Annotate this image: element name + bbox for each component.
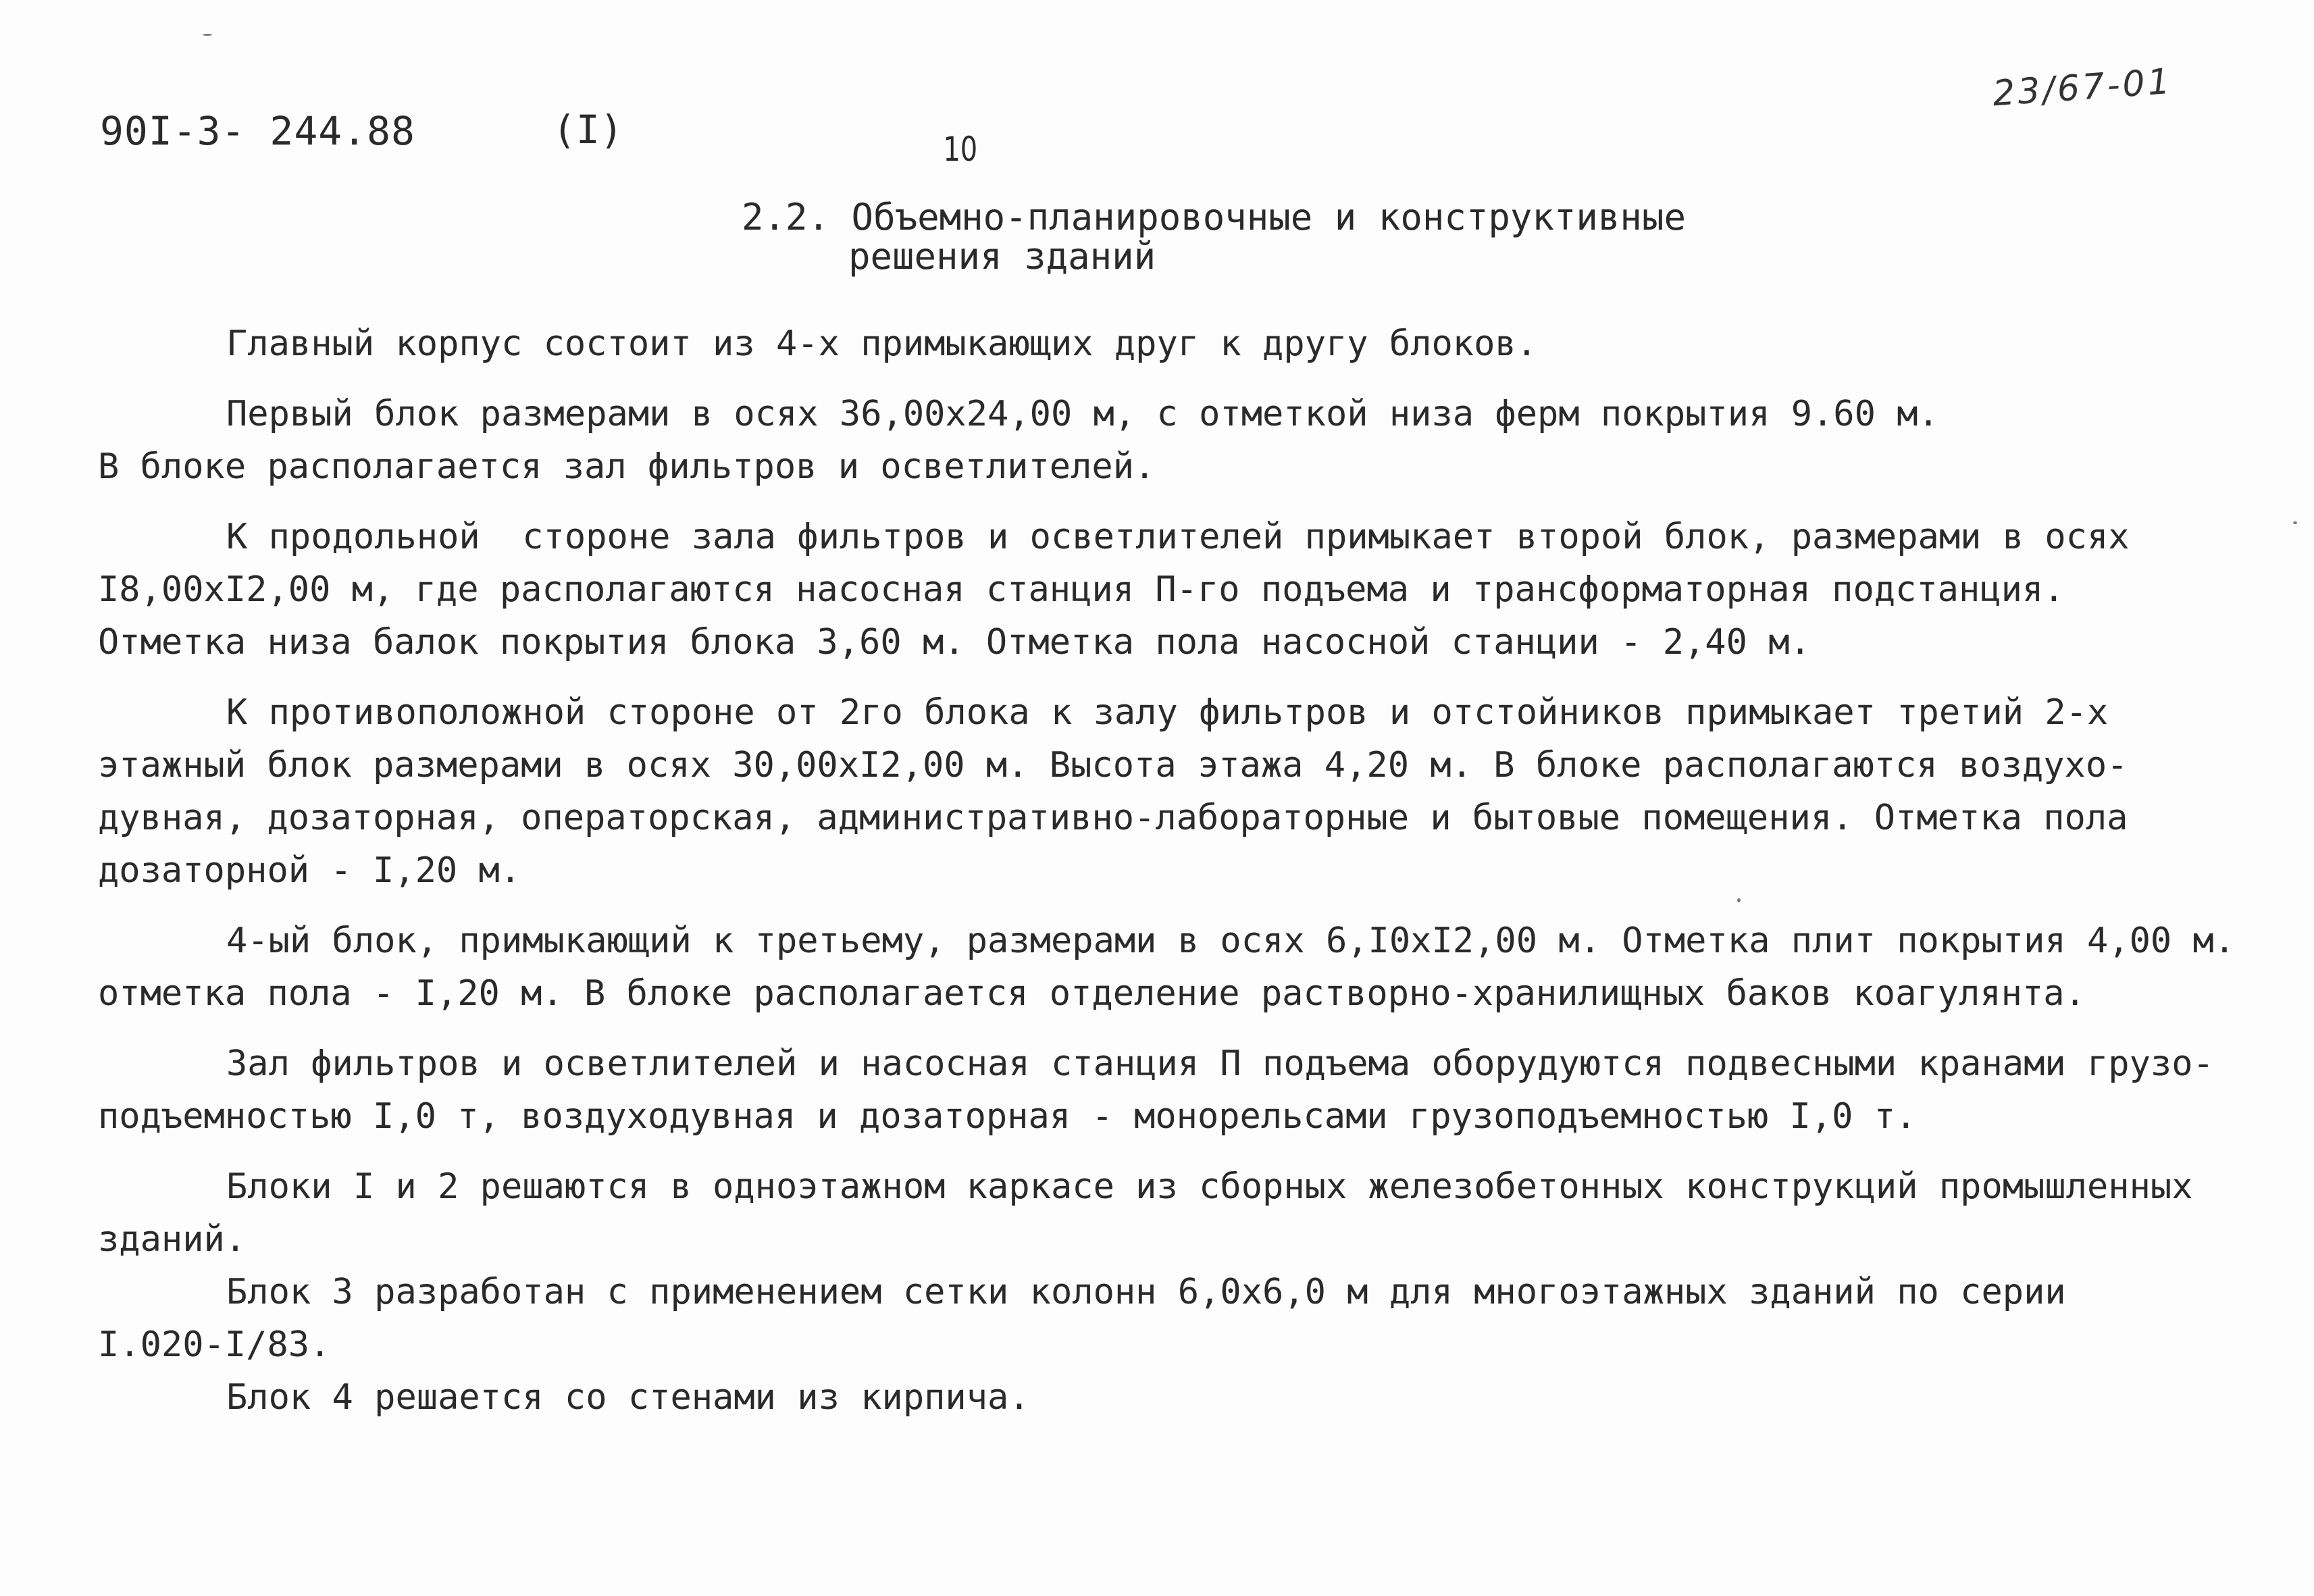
scan-speck: [203, 34, 212, 36]
paragraph-cranes: Зал фильтров и осветлителей и насосная станция П подъема оборудуются подвесными кранами грузо- подъемностью I,0 т, воздуходувная и дозаторная - монорельсами грузоподъемностью I,0 т.: [98, 1044, 2214, 1137]
paragraph-main-building: Главный корпус состоит из 4-х примыкающих друг к другу блоков.: [226, 324, 1538, 364]
paragraph-block-3: К противоположной стороне от 2го блока к залу фильтров и отстойников примыкает третий 2-х этажный блок размерами в осях 30,00хI2,00 м. Высота этажа 4,20 м. В блоке располагаются воздухо- дувная, дозаторная, операторская, административно-лабораторные и бытовые помещения. Отметка пола дозаторной - I,20 м.: [98, 692, 2128, 891]
scan-speck: [1737, 898, 1741, 902]
scan-speck: [2293, 521, 2297, 524]
archive-number-handwritten: 23/67-01: [1991, 61, 2174, 115]
page-number: 10: [943, 130, 978, 169]
section-heading-line-2: решения зданий: [848, 235, 1156, 278]
section-heading: [742, 198, 1686, 276]
paragraph-block-1: Первый блок размерами в осях 36,00х24,00 м, с отметкой низа ферм покрытия 9.60 м. В блоке располагается зал фильтров и осветлителей.: [98, 394, 1939, 487]
body-text: [98, 317, 2280, 1424]
section-heading-line-1: 2.2. Объемно-планировочные и конструктивные: [742, 196, 1686, 238]
paragraph-block-2: К продольной стороне зала фильтров и осветлителей примыкает второй блок, размерами в осях I8,00хI2,00 м, где располагаются насосная станция П-го подъема и трансформаторная подстанция. Отметка низа балок покрытия блока 3,60 м. Отметка пола насосной станции - 2,40 м.: [98, 517, 2130, 663]
paragraph-block-4-walls: Блок 4 решается со стенами из кирпича.: [226, 1377, 1030, 1418]
section-mark: (I): [552, 107, 623, 153]
document-code: 90I-3- 244.88: [100, 108, 415, 154]
paragraph-frame-blocks-1-2: Блоки I и 2 решаются в одноэтажном каркасе из сборных железобетонных конструкций промышленных зданий.: [98, 1166, 2193, 1260]
paragraph-block-3-grid: Блок 3 разработан с применением сетки колонн 6,0х6,0 м для многоэтажных зданий по серии I.020-I/83.: [98, 1272, 2066, 1365]
paragraph-block-4: 4-ый блок, примыкающий к третьему, размерами в осях 6,I0хI2,00 м. Отметка плит покрытия 4,00 м. отметка пола - I,20 м. В блоке располагается отделение растворно-хранилищных баков коагулянта.: [98, 921, 2236, 1014]
